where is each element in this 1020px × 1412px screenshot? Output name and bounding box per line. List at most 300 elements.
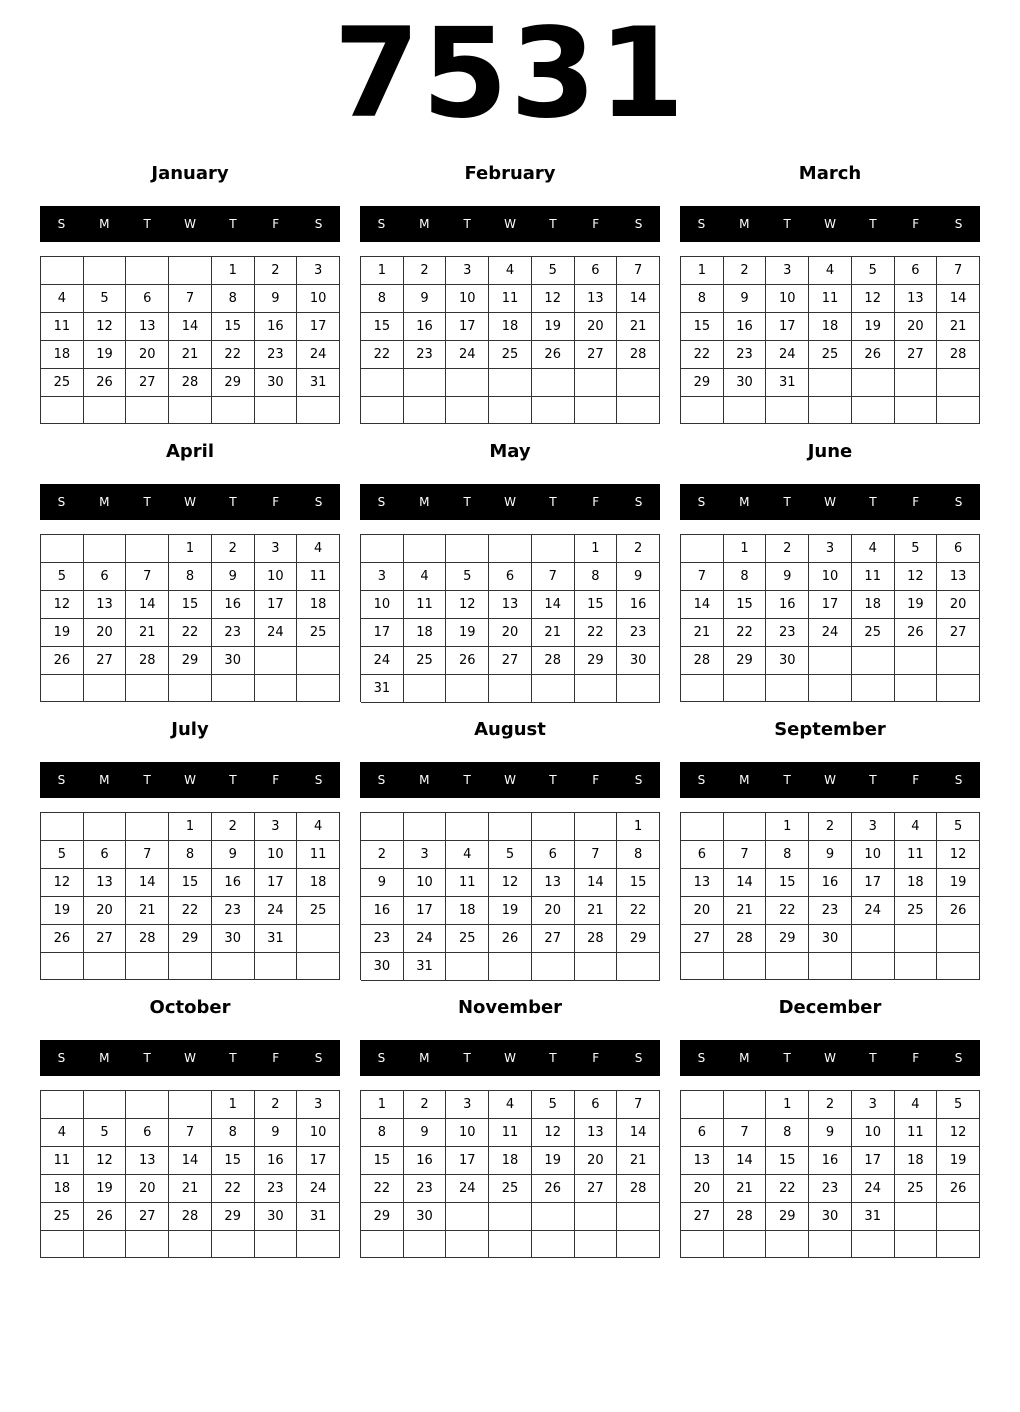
day-cell[interactable]: 4 [895,813,938,841]
day-cell[interactable]: 11 [895,1119,938,1147]
day-cell[interactable]: 21 [169,1175,212,1203]
day-cell[interactable]: 20 [84,897,127,925]
day-cell[interactable]: 9 [255,1119,298,1147]
day-cell[interactable]: 31 [852,1203,895,1231]
day-cell[interactable]: 30 [361,953,404,981]
day-cell[interactable]: 30 [212,647,255,675]
day-cell[interactable]: 23 [361,925,404,953]
day-cell[interactable]: 31 [361,675,404,703]
day-cell[interactable]: 27 [575,1175,618,1203]
day-cell[interactable]: 12 [84,1147,127,1175]
day-cell[interactable]: 15 [766,869,809,897]
day-cell[interactable]: 26 [84,1203,127,1231]
day-cell[interactable]: 26 [84,369,127,397]
day-cell[interactable]: 18 [895,1147,938,1175]
day-cell[interactable]: 6 [84,841,127,869]
day-cell[interactable]: 30 [809,925,852,953]
day-cell[interactable]: 16 [617,591,660,619]
day-cell[interactable]: 10 [404,869,447,897]
day-cell[interactable]: 10 [255,841,298,869]
day-cell[interactable]: 13 [532,869,575,897]
day-cell[interactable]: 21 [575,897,618,925]
day-cell[interactable]: 2 [361,841,404,869]
day-cell[interactable]: 11 [41,1147,84,1175]
day-cell[interactable]: 14 [681,591,724,619]
day-cell[interactable]: 15 [361,1147,404,1175]
day-cell[interactable]: 22 [617,897,660,925]
day-cell[interactable]: 7 [169,1119,212,1147]
day-cell[interactable]: 2 [766,535,809,563]
day-cell[interactable]: 17 [809,591,852,619]
day-cell[interactable]: 3 [361,563,404,591]
day-cell[interactable]: 29 [766,1203,809,1231]
day-cell[interactable]: 20 [895,313,938,341]
day-cell[interactable]: 12 [489,869,532,897]
day-cell[interactable]: 23 [404,1175,447,1203]
day-cell[interactable]: 4 [297,535,340,563]
day-cell[interactable]: 16 [361,897,404,925]
day-cell[interactable]: 10 [255,563,298,591]
day-cell[interactable]: 4 [809,257,852,285]
day-cell[interactable]: 19 [937,869,980,897]
day-cell[interactable]: 17 [766,313,809,341]
day-cell[interactable]: 25 [446,925,489,953]
day-cell[interactable]: 13 [84,869,127,897]
day-cell[interactable]: 9 [617,563,660,591]
day-cell[interactable]: 15 [169,591,212,619]
day-cell[interactable]: 15 [212,313,255,341]
day-cell[interactable]: 28 [681,647,724,675]
day-cell[interactable]: 30 [255,1203,298,1231]
day-cell[interactable]: 15 [724,591,767,619]
day-cell[interactable]: 3 [404,841,447,869]
day-cell[interactable]: 8 [212,1119,255,1147]
day-cell[interactable]: 24 [852,1175,895,1203]
day-cell[interactable]: 2 [404,257,447,285]
day-cell[interactable]: 27 [126,369,169,397]
day-cell[interactable]: 4 [489,257,532,285]
day-cell[interactable]: 5 [84,285,127,313]
day-cell[interactable]: 15 [575,591,618,619]
day-cell[interactable]: 21 [126,897,169,925]
day-cell[interactable]: 4 [489,1091,532,1119]
day-cell[interactable]: 31 [297,369,340,397]
day-cell[interactable]: 7 [681,563,724,591]
day-cell[interactable]: 15 [766,1147,809,1175]
day-cell[interactable]: 26 [895,619,938,647]
day-cell[interactable]: 12 [532,285,575,313]
day-cell[interactable]: 17 [255,869,298,897]
day-cell[interactable]: 13 [937,563,980,591]
day-cell[interactable]: 16 [255,1147,298,1175]
day-cell[interactable]: 26 [937,897,980,925]
day-cell[interactable]: 22 [766,897,809,925]
day-cell[interactable]: 28 [169,1203,212,1231]
day-cell[interactable]: 20 [937,591,980,619]
day-cell[interactable]: 27 [681,925,724,953]
day-cell[interactable]: 3 [297,1091,340,1119]
day-cell[interactable]: 13 [895,285,938,313]
day-cell[interactable]: 10 [297,1119,340,1147]
day-cell[interactable]: 25 [41,369,84,397]
day-cell[interactable]: 14 [617,285,660,313]
day-cell[interactable]: 22 [361,341,404,369]
day-cell[interactable]: 14 [617,1119,660,1147]
day-cell[interactable]: 25 [489,1175,532,1203]
day-cell[interactable]: 30 [404,1203,447,1231]
day-cell[interactable]: 15 [212,1147,255,1175]
day-cell[interactable]: 7 [724,841,767,869]
day-cell[interactable]: 8 [361,285,404,313]
day-cell[interactable]: 24 [852,897,895,925]
day-cell[interactable]: 16 [404,313,447,341]
day-cell[interactable]: 9 [809,841,852,869]
day-cell[interactable]: 20 [681,897,724,925]
day-cell[interactable]: 6 [532,841,575,869]
day-cell[interactable]: 22 [169,619,212,647]
day-cell[interactable]: 17 [446,1147,489,1175]
day-cell[interactable]: 24 [255,619,298,647]
day-cell[interactable]: 4 [446,841,489,869]
day-cell[interactable]: 19 [446,619,489,647]
day-cell[interactable]: 13 [575,1119,618,1147]
day-cell[interactable]: 14 [532,591,575,619]
day-cell[interactable]: 28 [169,369,212,397]
day-cell[interactable]: 14 [126,869,169,897]
day-cell[interactable]: 20 [126,1175,169,1203]
day-cell[interactable]: 25 [895,897,938,925]
day-cell[interactable]: 4 [404,563,447,591]
day-cell[interactable]: 20 [532,897,575,925]
day-cell[interactable]: 13 [489,591,532,619]
day-cell[interactable]: 18 [297,869,340,897]
day-cell[interactable]: 9 [766,563,809,591]
day-cell[interactable]: 13 [126,1147,169,1175]
day-cell[interactable]: 3 [255,535,298,563]
day-cell[interactable]: 14 [724,1147,767,1175]
day-cell[interactable]: 2 [404,1091,447,1119]
day-cell[interactable]: 19 [41,619,84,647]
day-cell[interactable]: 29 [766,925,809,953]
day-cell[interactable]: 22 [724,619,767,647]
day-cell[interactable]: 7 [575,841,618,869]
day-cell[interactable]: 24 [766,341,809,369]
day-cell[interactable]: 24 [446,341,489,369]
day-cell[interactable]: 8 [212,285,255,313]
day-cell[interactable]: 5 [489,841,532,869]
day-cell[interactable]: 10 [297,285,340,313]
day-cell[interactable]: 18 [809,313,852,341]
day-cell[interactable]: 11 [446,869,489,897]
day-cell[interactable]: 12 [41,869,84,897]
day-cell[interactable]: 23 [617,619,660,647]
day-cell[interactable]: 3 [255,813,298,841]
day-cell[interactable]: 9 [212,563,255,591]
day-cell[interactable]: 12 [937,1119,980,1147]
day-cell[interactable]: 5 [532,257,575,285]
day-cell[interactable]: 23 [766,619,809,647]
day-cell[interactable]: 13 [126,313,169,341]
day-cell[interactable]: 25 [809,341,852,369]
day-cell[interactable]: 12 [895,563,938,591]
day-cell[interactable]: 5 [41,841,84,869]
day-cell[interactable]: 7 [937,257,980,285]
day-cell[interactable]: 1 [169,535,212,563]
day-cell[interactable]: 29 [169,647,212,675]
day-cell[interactable]: 25 [852,619,895,647]
day-cell[interactable]: 28 [724,925,767,953]
day-cell[interactable]: 27 [489,647,532,675]
day-cell[interactable]: 27 [84,647,127,675]
day-cell[interactable]: 3 [297,257,340,285]
day-cell[interactable]: 23 [212,619,255,647]
day-cell[interactable]: 16 [212,591,255,619]
day-cell[interactable]: 6 [937,535,980,563]
day-cell[interactable]: 28 [126,647,169,675]
day-cell[interactable]: 21 [126,619,169,647]
day-cell[interactable]: 31 [297,1203,340,1231]
day-cell[interactable]: 29 [681,369,724,397]
day-cell[interactable]: 22 [212,1175,255,1203]
day-cell[interactable]: 11 [404,591,447,619]
day-cell[interactable]: 19 [41,897,84,925]
day-cell[interactable]: 4 [297,813,340,841]
day-cell[interactable]: 2 [212,535,255,563]
day-cell[interactable]: 20 [489,619,532,647]
day-cell[interactable]: 1 [575,535,618,563]
day-cell[interactable]: 20 [126,341,169,369]
day-cell[interactable]: 8 [681,285,724,313]
day-cell[interactable]: 4 [852,535,895,563]
day-cell[interactable]: 27 [895,341,938,369]
day-cell[interactable]: 11 [489,285,532,313]
day-cell[interactable]: 26 [41,647,84,675]
day-cell[interactable]: 11 [852,563,895,591]
day-cell[interactable]: 23 [404,341,447,369]
day-cell[interactable]: 17 [297,1147,340,1175]
day-cell[interactable]: 9 [404,285,447,313]
day-cell[interactable]: 13 [575,285,618,313]
day-cell[interactable]: 10 [852,841,895,869]
day-cell[interactable]: 23 [212,897,255,925]
day-cell[interactable]: 29 [212,369,255,397]
day-cell[interactable]: 4 [41,1119,84,1147]
day-cell[interactable]: 18 [852,591,895,619]
day-cell[interactable]: 1 [361,1091,404,1119]
day-cell[interactable]: 5 [937,1091,980,1119]
day-cell[interactable]: 9 [809,1119,852,1147]
day-cell[interactable]: 8 [617,841,660,869]
day-cell[interactable]: 25 [404,647,447,675]
day-cell[interactable]: 8 [766,841,809,869]
day-cell[interactable]: 18 [297,591,340,619]
day-cell[interactable]: 20 [575,313,618,341]
day-cell[interactable]: 7 [169,285,212,313]
day-cell[interactable]: 27 [126,1203,169,1231]
day-cell[interactable]: 14 [575,869,618,897]
day-cell[interactable]: 24 [361,647,404,675]
day-cell[interactable]: 8 [766,1119,809,1147]
day-cell[interactable]: 6 [84,563,127,591]
day-cell[interactable]: 24 [809,619,852,647]
day-cell[interactable]: 17 [297,313,340,341]
day-cell[interactable]: 2 [212,813,255,841]
day-cell[interactable]: 26 [937,1175,980,1203]
day-cell[interactable]: 21 [532,619,575,647]
day-cell[interactable]: 28 [532,647,575,675]
day-cell[interactable]: 10 [809,563,852,591]
day-cell[interactable]: 17 [852,1147,895,1175]
day-cell[interactable]: 24 [297,341,340,369]
day-cell[interactable]: 22 [681,341,724,369]
day-cell[interactable]: 3 [766,257,809,285]
day-cell[interactable]: 30 [212,925,255,953]
day-cell[interactable]: 8 [361,1119,404,1147]
day-cell[interactable]: 4 [41,285,84,313]
day-cell[interactable]: 16 [809,869,852,897]
day-cell[interactable]: 6 [895,257,938,285]
day-cell[interactable]: 1 [212,1091,255,1119]
day-cell[interactable]: 31 [404,953,447,981]
day-cell[interactable]: 27 [937,619,980,647]
day-cell[interactable]: 9 [724,285,767,313]
day-cell[interactable]: 17 [852,869,895,897]
day-cell[interactable]: 29 [212,1203,255,1231]
day-cell[interactable]: 30 [809,1203,852,1231]
day-cell[interactable]: 29 [575,647,618,675]
day-cell[interactable]: 5 [532,1091,575,1119]
day-cell[interactable]: 21 [724,1175,767,1203]
day-cell[interactable]: 6 [575,1091,618,1119]
day-cell[interactable]: 10 [446,285,489,313]
day-cell[interactable]: 1 [361,257,404,285]
day-cell[interactable]: 18 [489,1147,532,1175]
day-cell[interactable]: 5 [446,563,489,591]
day-cell[interactable]: 28 [617,1175,660,1203]
day-cell[interactable]: 12 [852,285,895,313]
day-cell[interactable]: 3 [446,1091,489,1119]
day-cell[interactable]: 23 [255,1175,298,1203]
day-cell[interactable]: 17 [446,313,489,341]
day-cell[interactable]: 27 [84,925,127,953]
day-cell[interactable]: 6 [126,285,169,313]
day-cell[interactable]: 18 [41,341,84,369]
day-cell[interactable]: 1 [169,813,212,841]
day-cell[interactable]: 1 [617,813,660,841]
day-cell[interactable]: 25 [489,341,532,369]
day-cell[interactable]: 3 [852,1091,895,1119]
day-cell[interactable]: 2 [809,813,852,841]
day-cell[interactable]: 5 [937,813,980,841]
day-cell[interactable]: 26 [852,341,895,369]
day-cell[interactable]: 15 [681,313,724,341]
day-cell[interactable]: 12 [41,591,84,619]
day-cell[interactable]: 19 [937,1147,980,1175]
day-cell[interactable]: 9 [404,1119,447,1147]
day-cell[interactable]: 12 [84,313,127,341]
day-cell[interactable]: 29 [169,925,212,953]
day-cell[interactable]: 2 [809,1091,852,1119]
day-cell[interactable]: 31 [766,369,809,397]
day-cell[interactable]: 18 [895,869,938,897]
day-cell[interactable]: 10 [361,591,404,619]
day-cell[interactable]: 29 [724,647,767,675]
day-cell[interactable]: 16 [766,591,809,619]
day-cell[interactable]: 18 [41,1175,84,1203]
day-cell[interactable]: 25 [297,619,340,647]
day-cell[interactable]: 30 [724,369,767,397]
day-cell[interactable]: 14 [169,313,212,341]
day-cell[interactable]: 1 [766,1091,809,1119]
day-cell[interactable]: 25 [297,897,340,925]
day-cell[interactable]: 7 [532,563,575,591]
day-cell[interactable]: 2 [255,257,298,285]
day-cell[interactable]: 24 [404,925,447,953]
day-cell[interactable]: 7 [617,257,660,285]
day-cell[interactable]: 26 [41,925,84,953]
day-cell[interactable]: 17 [361,619,404,647]
day-cell[interactable]: 11 [489,1119,532,1147]
day-cell[interactable]: 22 [575,619,618,647]
day-cell[interactable]: 6 [681,1119,724,1147]
day-cell[interactable]: 28 [617,341,660,369]
day-cell[interactable]: 5 [41,563,84,591]
day-cell[interactable]: 20 [84,619,127,647]
day-cell[interactable]: 10 [446,1119,489,1147]
day-cell[interactable]: 2 [617,535,660,563]
day-cell[interactable]: 12 [937,841,980,869]
day-cell[interactable]: 6 [681,841,724,869]
day-cell[interactable]: 21 [937,313,980,341]
day-cell[interactable]: 29 [617,925,660,953]
day-cell[interactable]: 5 [852,257,895,285]
day-cell[interactable]: 15 [361,313,404,341]
day-cell[interactable]: 7 [126,841,169,869]
day-cell[interactable]: 22 [169,897,212,925]
day-cell[interactable]: 6 [489,563,532,591]
day-cell[interactable]: 25 [895,1175,938,1203]
day-cell[interactable]: 19 [489,897,532,925]
day-cell[interactable]: 27 [681,1203,724,1231]
day-cell[interactable]: 2 [724,257,767,285]
day-cell[interactable]: 30 [617,647,660,675]
day-cell[interactable]: 13 [681,1147,724,1175]
day-cell[interactable]: 2 [255,1091,298,1119]
day-cell[interactable]: 23 [809,897,852,925]
day-cell[interactable]: 1 [766,813,809,841]
day-cell[interactable]: 17 [404,897,447,925]
day-cell[interactable]: 21 [617,1147,660,1175]
day-cell[interactable]: 7 [724,1119,767,1147]
day-cell[interactable]: 22 [212,341,255,369]
day-cell[interactable]: 7 [617,1091,660,1119]
day-cell[interactable]: 11 [895,841,938,869]
day-cell[interactable]: 18 [404,619,447,647]
day-cell[interactable]: 26 [489,925,532,953]
day-cell[interactable]: 26 [532,341,575,369]
day-cell[interactable]: 19 [84,1175,127,1203]
day-cell[interactable]: 21 [681,619,724,647]
day-cell[interactable]: 10 [852,1119,895,1147]
day-cell[interactable]: 7 [126,563,169,591]
day-cell[interactable]: 1 [212,257,255,285]
day-cell[interactable]: 21 [617,313,660,341]
day-cell[interactable]: 23 [255,341,298,369]
day-cell[interactable]: 19 [532,313,575,341]
day-cell[interactable]: 20 [575,1147,618,1175]
day-cell[interactable]: 13 [84,591,127,619]
day-cell[interactable]: 16 [724,313,767,341]
